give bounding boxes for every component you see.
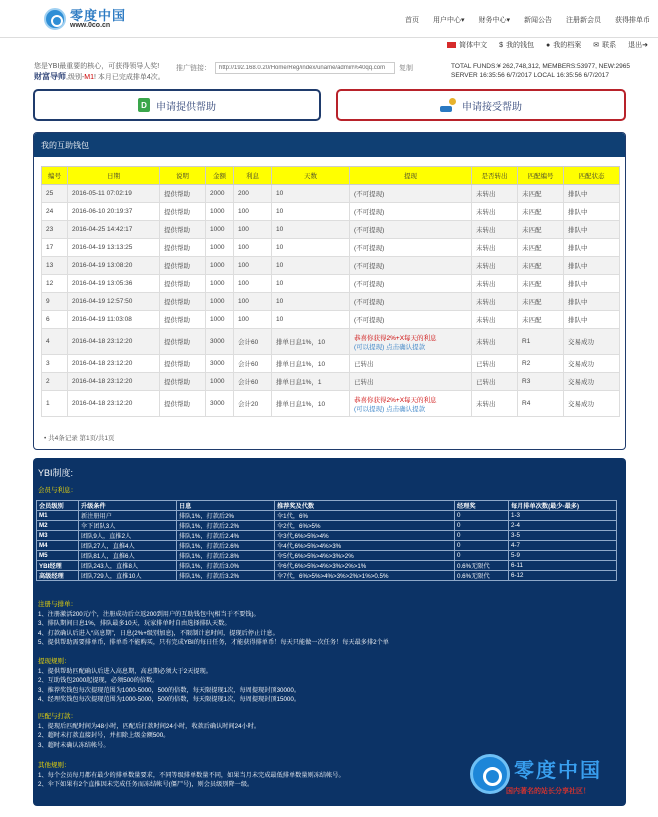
table-cell: 10 — [272, 221, 350, 239]
rule-item: 3、推荐奖钱包每次提现范围为1000-5000，500的倍数，每天限提现1次，每周提现封顶30000。 — [38, 686, 300, 694]
table-cell: 未转出 — [472, 311, 518, 329]
table-cell: 会计60 — [234, 373, 272, 391]
contact-link[interactable] — [593, 40, 616, 50]
levels-cell: 排队1%，打款后2.4% — [177, 531, 275, 541]
levels-cell: 6-11 — [509, 561, 617, 571]
rule-section-heading: 匹配与打款： — [38, 713, 77, 720]
levels-cell: 伞下团队3人 — [79, 521, 177, 531]
table-cell: 2016-05-11 07:02:19 — [68, 185, 160, 203]
table-cell: 2016-04-18 23:12:20 — [68, 373, 160, 391]
my-profile-link[interactable] — [546, 40, 581, 50]
table-cell: 提供帮助 — [160, 203, 206, 221]
table-cell: 10 — [272, 275, 350, 293]
levels-header-cell: 升级条件 — [79, 501, 177, 511]
levels-cell: 高级经理 — [37, 571, 79, 581]
table-row — [42, 311, 620, 329]
table-cell: 2016-06-10 20:19:37 — [68, 203, 160, 221]
withdraw-cell — [350, 275, 472, 293]
withdraw-cell — [350, 355, 472, 373]
levels-cell: 团队81人，直推6人 — [79, 551, 177, 561]
levels-cell: 0 — [455, 521, 509, 531]
table-cell: 10 — [272, 203, 350, 221]
table-cell: 10 — [272, 257, 350, 275]
rule-item: 1、提供帮助匹配确认后进入高息期，高息期必须大于2天提现。 — [38, 667, 212, 675]
withdraw-status: (不可提现) — [354, 299, 385, 306]
table-cell: 100 — [234, 257, 272, 275]
levels-cell: 0.6%无限代 — [455, 571, 509, 581]
receive-help-button[interactable] — [336, 89, 626, 121]
site-logo[interactable] — [44, 8, 126, 30]
levels-cell: M2 — [37, 521, 79, 531]
table-cell: 2016-04-25 14:42:17 — [68, 221, 160, 239]
table-cell: 1000 — [206, 221, 234, 239]
table-cell: 3000 — [206, 329, 234, 355]
col-match-status: 匹配状态 — [564, 167, 620, 185]
table-cell: 10 — [272, 239, 350, 257]
top-bar — [0, 0, 658, 38]
table-cell: 提供帮助 — [160, 239, 206, 257]
levels-cell: 排队1%，打款后2.2% — [177, 521, 275, 531]
col-match-id: 匹配编号 — [518, 167, 564, 185]
table-cell: 未转出 — [472, 293, 518, 311]
levels-header-row — [37, 501, 617, 511]
watermark-logo-icon — [470, 754, 510, 794]
rule-section — [38, 600, 389, 648]
table-cell: 未转出 — [472, 185, 518, 203]
table-cell: 未匹配 — [518, 203, 564, 221]
table-cell: 2016-04-18 23:12:20 — [68, 355, 160, 373]
levels-cell: 排队1%，打款后2% — [177, 511, 275, 521]
levels-row — [37, 561, 617, 571]
table-cell: 未匹配 — [518, 257, 564, 275]
levels-header-cell: 会员级别 — [37, 501, 79, 511]
col-interest: 利息 — [234, 167, 272, 185]
table-cell: 2016-04-19 13:13:25 — [68, 239, 160, 257]
levels-cell: 2-4 — [509, 521, 617, 531]
table-cell: 排队中 — [564, 311, 620, 329]
table-cell: 10 — [272, 293, 350, 311]
withdraw-status: 已转出 — [354, 361, 374, 368]
table-cell: 排单日息1%，10 — [272, 329, 350, 355]
table-row — [42, 293, 620, 311]
wallet-title: 我的互助钱包 — [34, 133, 625, 157]
table-cell: 排队中 — [564, 185, 620, 203]
nav-get-coin[interactable]: 获得排单币 — [615, 17, 650, 24]
levels-cell: 伞5代,6%>5%>4%>3%>2% — [275, 551, 455, 561]
rule-item: 3、超时未确认冻结帐号。 — [38, 741, 110, 749]
wallet-table-body — [42, 185, 620, 417]
levels-cell: 0 — [455, 531, 509, 541]
user-level: M1 — [84, 74, 95, 81]
levels-cell: YBI经理 — [37, 561, 79, 571]
levels-cell: 4-7 — [509, 541, 617, 551]
wallet-table — [41, 166, 620, 417]
withdraw-status: 恭喜你获得2%+X每天的利息 — [354, 396, 437, 404]
withdraw-cell — [350, 293, 472, 311]
table-cell: 2016-04-19 13:08:20 — [68, 257, 160, 275]
nav-register[interactable]: 注册新会员 — [566, 17, 601, 24]
table-cell: 100 — [234, 203, 272, 221]
withdraw-status: (不可提现) — [354, 317, 385, 324]
levels-cell: 伞7代，6%>5%>4%>3%>2%>1%>0.5% — [275, 571, 455, 581]
table-cell: 1000 — [206, 203, 234, 221]
table-cell: 10 — [272, 311, 350, 329]
col-amount: 金额 — [206, 167, 234, 185]
levels-cell: 0.6%无限代 — [455, 561, 509, 571]
rule-section — [38, 761, 345, 790]
levels-cell: 团队729人，直推10人 — [79, 571, 177, 581]
table-row — [42, 275, 620, 293]
levels-heading: 会员与利息： — [38, 487, 77, 494]
levels-cell: 1-3 — [509, 511, 617, 521]
rule-item: 1、提现后匹配时间为48小时，匹配后打款时间24小时，收款后确认时间24小时。 — [38, 722, 261, 730]
levels-cell: 团队9人，直推2人 — [79, 531, 177, 541]
table-cell: 排单日息1%，10 — [272, 355, 350, 373]
table-cell: 未转出 — [472, 275, 518, 293]
table-row — [42, 257, 620, 275]
col-days: 天数 — [272, 167, 350, 185]
table-cell: 提供帮助 — [160, 257, 206, 275]
language-switch[interactable] — [447, 40, 487, 50]
withdraw-cell — [350, 221, 472, 239]
table-cell: 未转出 — [472, 257, 518, 275]
contact-label: 联系 — [602, 42, 617, 49]
levels-table-body — [37, 501, 617, 581]
table-cell: 2000 — [206, 185, 234, 203]
confirm-withdraw-link[interactable]: (可以提现) 点击确认提款 — [354, 405, 426, 413]
table-row — [42, 203, 620, 221]
table-cell: 排单日息1%，1 — [272, 373, 350, 391]
table-cell: 排队中 — [564, 239, 620, 257]
table-cell: 3 — [42, 355, 68, 373]
rule-item: 4、打款确认后进入“高息期”，日息(2%+级别加息)，不限制计息时间，提现后停止计息。 — [38, 629, 279, 637]
withdraw-status: 已转出 — [354, 379, 374, 386]
withdraw-cell — [350, 391, 472, 417]
main-nav — [405, 15, 650, 25]
table-cell: 13 — [42, 257, 68, 275]
table-cell: 17 — [42, 239, 68, 257]
table-cell: 4 — [42, 329, 68, 355]
table-cell: 未匹配 — [518, 293, 564, 311]
logout-link[interactable] — [628, 40, 648, 50]
col-transferred: 是否转出 — [472, 167, 518, 185]
table-cell: 已转出 — [472, 373, 518, 391]
watermark-title: 零度中国 — [514, 760, 602, 782]
withdraw-status: (不可提现) — [354, 227, 385, 234]
provide-help-icon: D — [138, 98, 150, 112]
withdraw-cell — [350, 239, 472, 257]
table-cell: 未匹配 — [518, 239, 564, 257]
levels-row — [37, 531, 617, 541]
watermark — [470, 750, 620, 800]
user-subnav — [447, 40, 648, 50]
server-time: SERVER 16:35:56 6/7/2017 LOCAL 16:35:56 6/7/2017 — [451, 72, 609, 79]
table-cell: 未匹配 — [518, 221, 564, 239]
table-cell: 提供帮助 — [160, 185, 206, 203]
promo-label: 推广链接： — [176, 65, 211, 72]
table-cell: 未匹配 — [518, 275, 564, 293]
table-cell: 2 — [42, 373, 68, 391]
table-cell: 排队中 — [564, 221, 620, 239]
levels-cell: 0 — [455, 551, 509, 561]
table-cell: 2016-04-19 13:05:36 — [68, 275, 160, 293]
nav-news[interactable]: 新闻公告 — [524, 17, 552, 24]
rule-item: 5、提供帮助需要排单币，排单币不能购买，只有完成YBI的每日任务，才能获得排单币！每天只能做一次任务！每天最多排2个单 — [38, 639, 389, 646]
levels-cell: 排队1%，打款后2.8% — [177, 551, 275, 561]
col-withdraw: 提现 — [350, 167, 472, 185]
rule-section — [38, 712, 260, 750]
table-cell: 排队中 — [564, 275, 620, 293]
levels-header-cell: 经理奖 — [455, 501, 509, 511]
promo-url-field[interactable] — [215, 62, 395, 74]
table-cell: 10 — [272, 185, 350, 203]
table-cell: R3 — [518, 373, 564, 391]
level-prefix: ,级别- — [66, 74, 85, 81]
table-cell: 25 — [42, 185, 68, 203]
table-cell: 提供帮助 — [160, 373, 206, 391]
table-cell: 未转出 — [472, 329, 518, 355]
table-cell: 2016-04-19 11:03:08 — [68, 311, 160, 329]
withdraw-status: (不可提现) — [354, 245, 385, 252]
table-cell: 提供帮助 — [160, 329, 206, 355]
rule-section — [38, 657, 300, 705]
levels-cell: 5-9 — [509, 551, 617, 561]
provide-help-label: 申请提供帮助 — [156, 101, 216, 113]
table-row — [42, 329, 620, 355]
rule-section-heading: 注册与排单： — [38, 601, 77, 608]
provide-help-button[interactable] — [33, 89, 321, 121]
table-cell: 3000 — [206, 355, 234, 373]
table-cell: 3000 — [206, 391, 234, 417]
table-cell: 排单日息1%，10 — [272, 391, 350, 417]
table-cell: 100 — [234, 275, 272, 293]
levels-row — [37, 541, 617, 551]
table-cell: 交易成功 — [564, 373, 620, 391]
levels-cell: 伞3代,6%>5%>4% — [275, 531, 455, 541]
rule-item: 4、经理奖钱包每次提现范围为1000-5000，500的倍数，每天限提现1次，每周提现封顶15000。 — [38, 696, 300, 703]
my-profile-label: 我的档案 — [553, 42, 582, 49]
table-cell: 6 — [42, 311, 68, 329]
levels-header-cell: 推荐奖及代数 — [275, 501, 455, 511]
table-cell: 未转出 — [472, 239, 518, 257]
receive-help-label: 申请接受帮助 — [462, 101, 522, 113]
table-cell: 会计60 — [234, 329, 272, 355]
table-cell: 交易成功 — [564, 355, 620, 373]
rule-item: 1、每个会员每月都有最少的排单数量要求，不同等级排单数量不同，如果当月未完成最低排单数量则冻结帐号。 — [38, 771, 345, 779]
wallet-panel — [33, 132, 626, 450]
table-cell: 1000 — [206, 311, 234, 329]
confirm-withdraw-link[interactable]: (可以提现) 点击确认提款 — [354, 343, 426, 351]
table-row — [42, 239, 620, 257]
col-date: 日期 — [68, 167, 160, 185]
table-cell: 1000 — [206, 275, 234, 293]
table-row — [42, 355, 620, 373]
levels-cell: M4 — [37, 541, 79, 551]
user-icon: ● — [546, 41, 551, 49]
levels-cell: 排队1%，打款后3.2% — [177, 571, 275, 581]
user-name: 财富导师 — [34, 72, 66, 81]
table-cell: 排队中 — [564, 293, 620, 311]
mail-icon: ✉ — [593, 42, 600, 49]
table-cell: 1000 — [206, 293, 234, 311]
table-cell: 100 — [234, 293, 272, 311]
system-stats — [451, 62, 630, 80]
copy-button[interactable]: 复制 — [399, 65, 413, 72]
rule-item: 2、互助钱包2000起提现，必须500的倍数。 — [38, 677, 159, 684]
logout-label: 退出➜ — [628, 42, 648, 49]
table-cell: 100 — [234, 311, 272, 329]
levels-header-cell: 每月排单次数(最少-最多) — [509, 501, 617, 511]
logo-title: 零度中国 — [70, 8, 127, 23]
table-cell: R1 — [518, 329, 564, 355]
table-cell: 交易成功 — [564, 329, 620, 355]
table-cell: 提供帮助 — [160, 275, 206, 293]
pager: • 共4条记录 第1页/共1页 — [44, 435, 115, 442]
table-cell: 提供帮助 — [160, 293, 206, 311]
table-cell: 2016-04-19 12:57:50 — [68, 293, 160, 311]
table-cell: 未转出 — [472, 203, 518, 221]
table-row — [42, 373, 620, 391]
withdraw-status: 恭喜你获得2%+X每天的利息 — [354, 334, 437, 342]
withdraw-status: (不可提现) — [354, 263, 385, 270]
rule-item: 1、注册激活200元/个，注册成功后立返200到用户的互助钱包中(相当于不要钱)。 — [38, 610, 260, 618]
table-cell: 1 — [42, 391, 68, 417]
table-cell: 已转出 — [472, 355, 518, 373]
levels-cell: 新注册用户 — [79, 511, 177, 521]
table-cell: 1000 — [206, 373, 234, 391]
table-cell: 提供帮助 — [160, 391, 206, 417]
levels-cell: 伞4代,6%>5%>4%>3% — [275, 541, 455, 551]
levels-cell: M1 — [37, 511, 79, 521]
table-cell: R4 — [518, 391, 564, 417]
nav-home[interactable]: 首页 — [404, 17, 419, 24]
withdraw-cell — [350, 203, 472, 221]
levels-header-cell: 日息 — [177, 501, 275, 511]
table-cell: 未匹配 — [518, 185, 564, 203]
order-count: ! 本月已完成排单4次。 — [94, 74, 165, 81]
logo-url: www.0co.cn — [70, 22, 111, 29]
nav-finance-center[interactable]: 财务中心▾ — [478, 17, 510, 24]
col-id: 编号 — [42, 167, 68, 185]
my-wallet-link[interactable] — [499, 40, 534, 50]
levels-row — [37, 521, 617, 531]
rule-section-heading: 提现规则： — [38, 658, 71, 665]
table-cell: 9 — [42, 293, 68, 311]
table-cell: 会计20 — [234, 391, 272, 417]
table-cell: 未转出 — [472, 221, 518, 239]
levels-cell: 伞1代，6% — [275, 511, 455, 521]
table-row — [42, 185, 620, 203]
table-cell: 排队中 — [564, 257, 620, 275]
levels-cell: 团队243人，直推8人 — [79, 561, 177, 571]
user-notice: 您是YBI最重要的核心，可获得领导人奖! — [34, 63, 160, 70]
levels-cell: 3-5 — [509, 531, 617, 541]
receive-help-icon — [440, 98, 456, 112]
table-cell: 1000 — [206, 257, 234, 275]
levels-cell: 6-12 — [509, 571, 617, 581]
nav-user-center[interactable]: 用户中心▾ — [432, 17, 465, 24]
levels-cell: 排队1%，打款后2.6% — [177, 541, 275, 551]
withdraw-cell — [350, 257, 472, 275]
rule-section-heading: 其他规则： — [38, 762, 71, 769]
withdraw-status: (不可提现) — [354, 191, 385, 198]
withdraw-status: (不可提现) — [354, 209, 385, 216]
withdraw-cell — [350, 311, 472, 329]
wallet-header-row — [42, 167, 620, 185]
table-cell: 提供帮助 — [160, 355, 206, 373]
levels-table — [36, 500, 617, 581]
withdraw-cell — [350, 185, 472, 203]
dollar-icon: $ — [499, 41, 504, 49]
withdraw-cell — [350, 373, 472, 391]
china-flag-icon — [447, 42, 456, 48]
levels-cell: 0 — [455, 511, 509, 521]
table-cell: 24 — [42, 203, 68, 221]
levels-cell: 0 — [455, 541, 509, 551]
rules-panel — [33, 458, 626, 806]
table-cell: 2016-04-18 23:12:20 — [68, 329, 160, 355]
levels-row — [37, 511, 617, 521]
language-label: 简体中文 — [459, 42, 488, 49]
table-cell: 提供帮助 — [160, 311, 206, 329]
promo-link-row — [176, 62, 413, 74]
levels-cell: M5 — [37, 551, 79, 561]
table-cell: 2016-04-18 23:12:20 — [68, 391, 160, 417]
levels-row — [37, 571, 617, 581]
table-cell: 12 — [42, 275, 68, 293]
table-cell: 100 — [234, 239, 272, 257]
table-cell: 200 — [234, 185, 272, 203]
table-cell: R2 — [518, 355, 564, 373]
my-wallet-label: 我的钱包 — [506, 42, 535, 49]
table-cell: 100 — [234, 221, 272, 239]
table-cell: 交易成功 — [564, 391, 620, 417]
levels-cell: 伞6代,6%>5%>4%>3%>2%>1% — [275, 561, 455, 571]
levels-cell: 团队27人，直推4人 — [79, 541, 177, 551]
table-cell: 排队中 — [564, 203, 620, 221]
levels-row — [37, 551, 617, 561]
table-row — [42, 221, 620, 239]
rule-item: 2、伞下如果有2个直推因未完成任务而冻结帐号(僵尸号)，则会员级别降一级。 — [38, 781, 254, 788]
withdraw-status: (不可提现) — [354, 281, 385, 288]
watermark-slogan: 国内著名的站长分享社区！ — [506, 788, 590, 795]
col-desc: 说明 — [160, 167, 206, 185]
table-cell: 23 — [42, 221, 68, 239]
rule-item: 3、排队期间日息1%，排队最多10天，玩家排单时自由选择排队天数。 — [38, 620, 231, 627]
rules-title: YBI制度: — [38, 468, 74, 478]
levels-cell: M3 — [37, 531, 79, 541]
user-info — [34, 62, 165, 83]
levels-cell: 排队1%，打款后3.0% — [177, 561, 275, 571]
logo-icon — [44, 8, 66, 30]
table-cell: 1000 — [206, 239, 234, 257]
table-cell: 提供帮助 — [160, 221, 206, 239]
table-cell: 未匹配 — [518, 311, 564, 329]
table-cell: 未转出 — [472, 391, 518, 417]
table-row — [42, 391, 620, 417]
rule-item: 2、超时未打款直接封号，并扣除上级金额500。 — [38, 732, 170, 739]
funds-stats: TOTAL FUNDS:¥ 262,748,312, MEMBERS:53977, NEW:2965 — [451, 63, 630, 70]
withdraw-cell — [350, 329, 472, 355]
table-cell: 会计60 — [234, 355, 272, 373]
levels-cell: 伞2代，6%>5% — [275, 521, 455, 531]
